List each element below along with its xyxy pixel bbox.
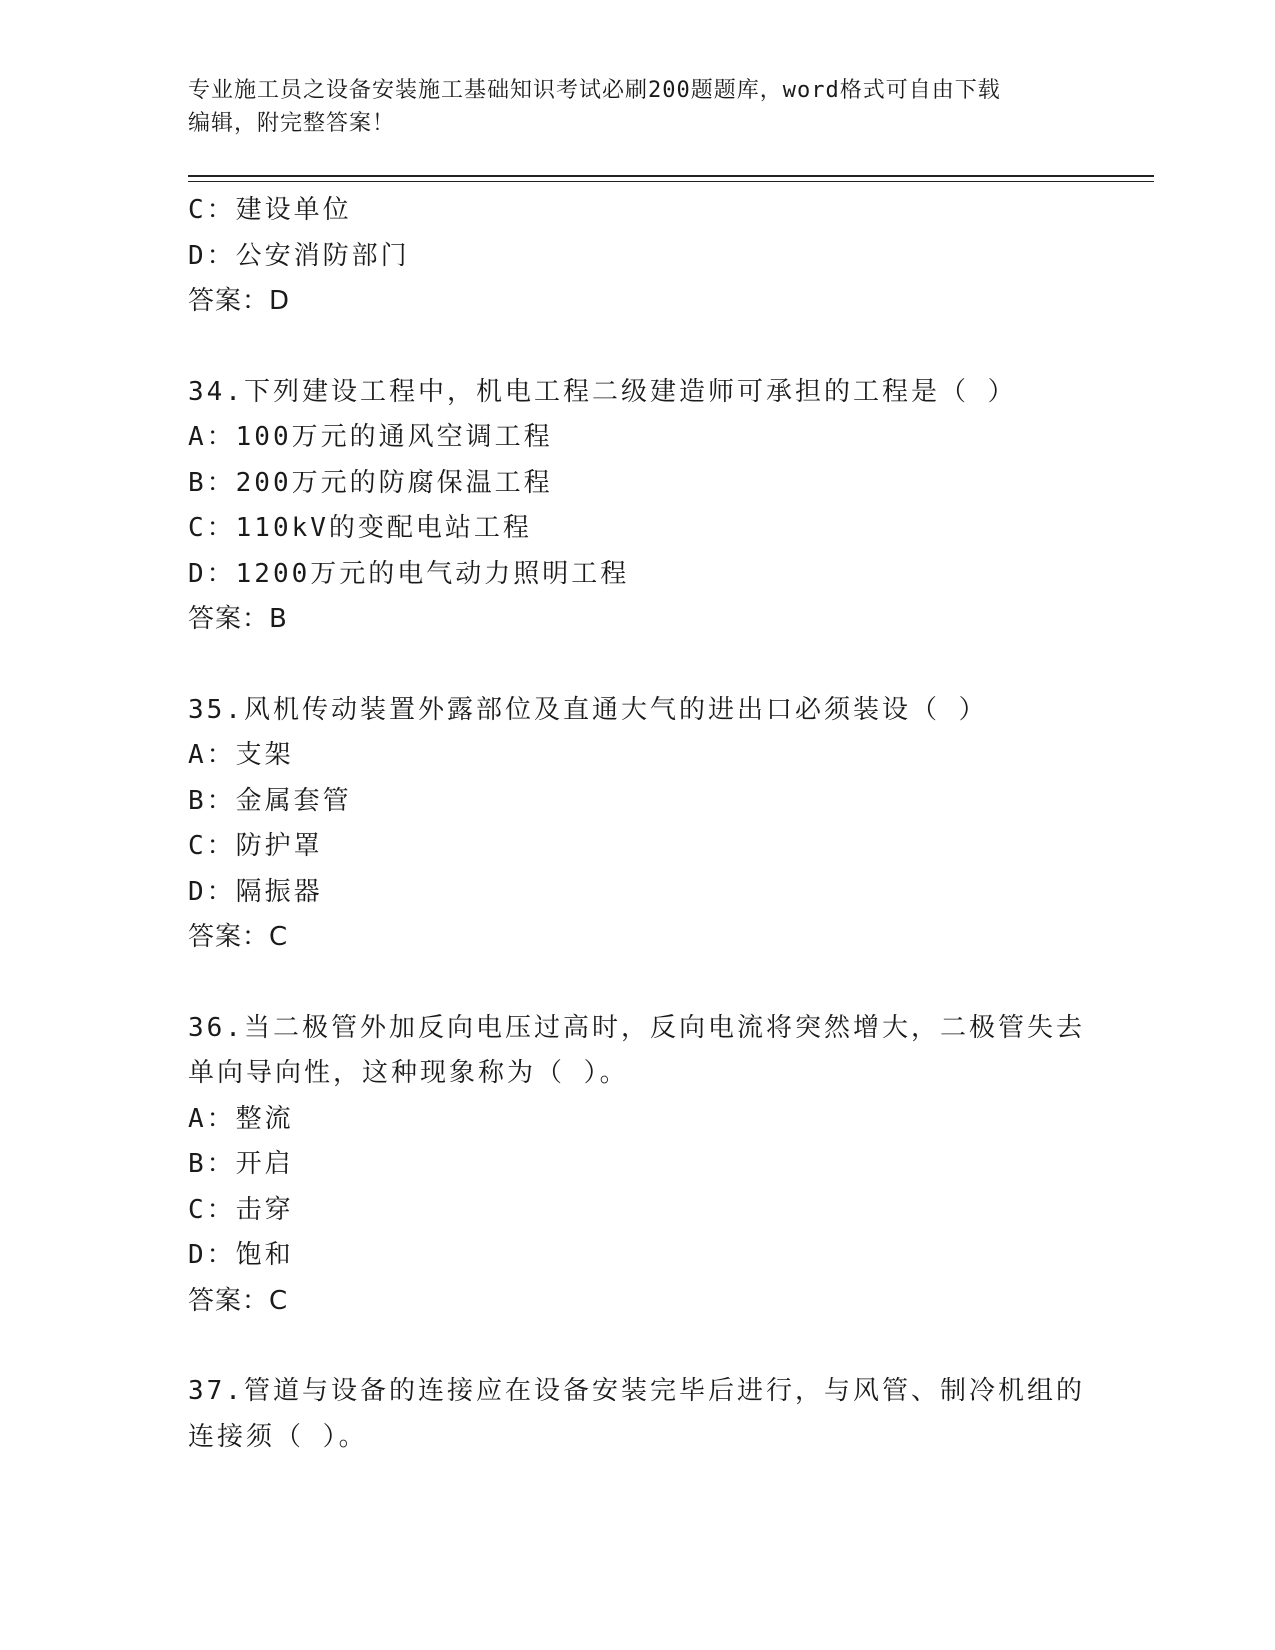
question-stem-line-1: 37.管道与设备的连接应在设备安装完毕后进行，与风管、制冷机组的 [188, 1376, 1085, 1406]
header-divider-thick [188, 175, 1154, 177]
option-d: D：隔振器 [188, 876, 323, 907]
answer: 答案：C [188, 1285, 289, 1316]
option-d: D：饱和 [188, 1240, 294, 1270]
question-stem: 34.下列建设工程中，机电工程二级建造师可承担的工程是（ ） [188, 376, 1017, 407]
question-stem-line-2: 单向导向性，这种现象称为（ ）。 [188, 1058, 629, 1088]
answer: 答案：C [188, 922, 289, 952]
question-35 [188, 688, 1088, 961]
header-divider-thin [188, 181, 1154, 182]
option-c: C：击穿 [188, 1194, 294, 1225]
header-line-1: 专业施工员之设备安装施工基础知识考试必刷200题题库，word格式可自由下载 [188, 78, 1001, 103]
option-a: A：整流 [188, 1103, 294, 1134]
page-header [188, 74, 1088, 140]
question-stem-line-2: 连接须（ ）。 [188, 1421, 368, 1452]
option-a: A：100万元的通风空调工程 [188, 422, 553, 452]
question-stem-line-1: 36.当二极管外加反向电压过高时，反向电流将突然增大，二极管失去 [188, 1012, 1085, 1043]
question-37 [188, 1369, 1088, 1460]
question-36 [188, 1006, 1088, 1325]
option-a: A：支架 [188, 740, 294, 770]
option-c: C：110kV的变配电站工程 [188, 513, 532, 543]
option-b: B：金属套管 [188, 785, 352, 816]
header-line-2: 编辑，附完整答案！ [188, 111, 396, 136]
option-d: D：1200万元的电气动力照明工程 [188, 558, 630, 589]
question-33-tail [188, 188, 1088, 325]
option-d: D：公安消防部门 [188, 240, 410, 271]
option-c: C：建设单位 [188, 195, 352, 225]
option-b: B：200万元的防腐保温工程 [188, 467, 553, 498]
question-stem: 35.风机传动装置外露部位及直通大气的进出口必须装设（ ） [188, 694, 988, 725]
option-b: B：开启 [188, 1149, 294, 1179]
answer: 答案：B [188, 604, 288, 634]
question-list [188, 188, 1088, 1460]
answer: 答案：D [188, 286, 291, 316]
question-34 [188, 370, 1088, 643]
option-c: C：防护罩 [188, 831, 323, 861]
